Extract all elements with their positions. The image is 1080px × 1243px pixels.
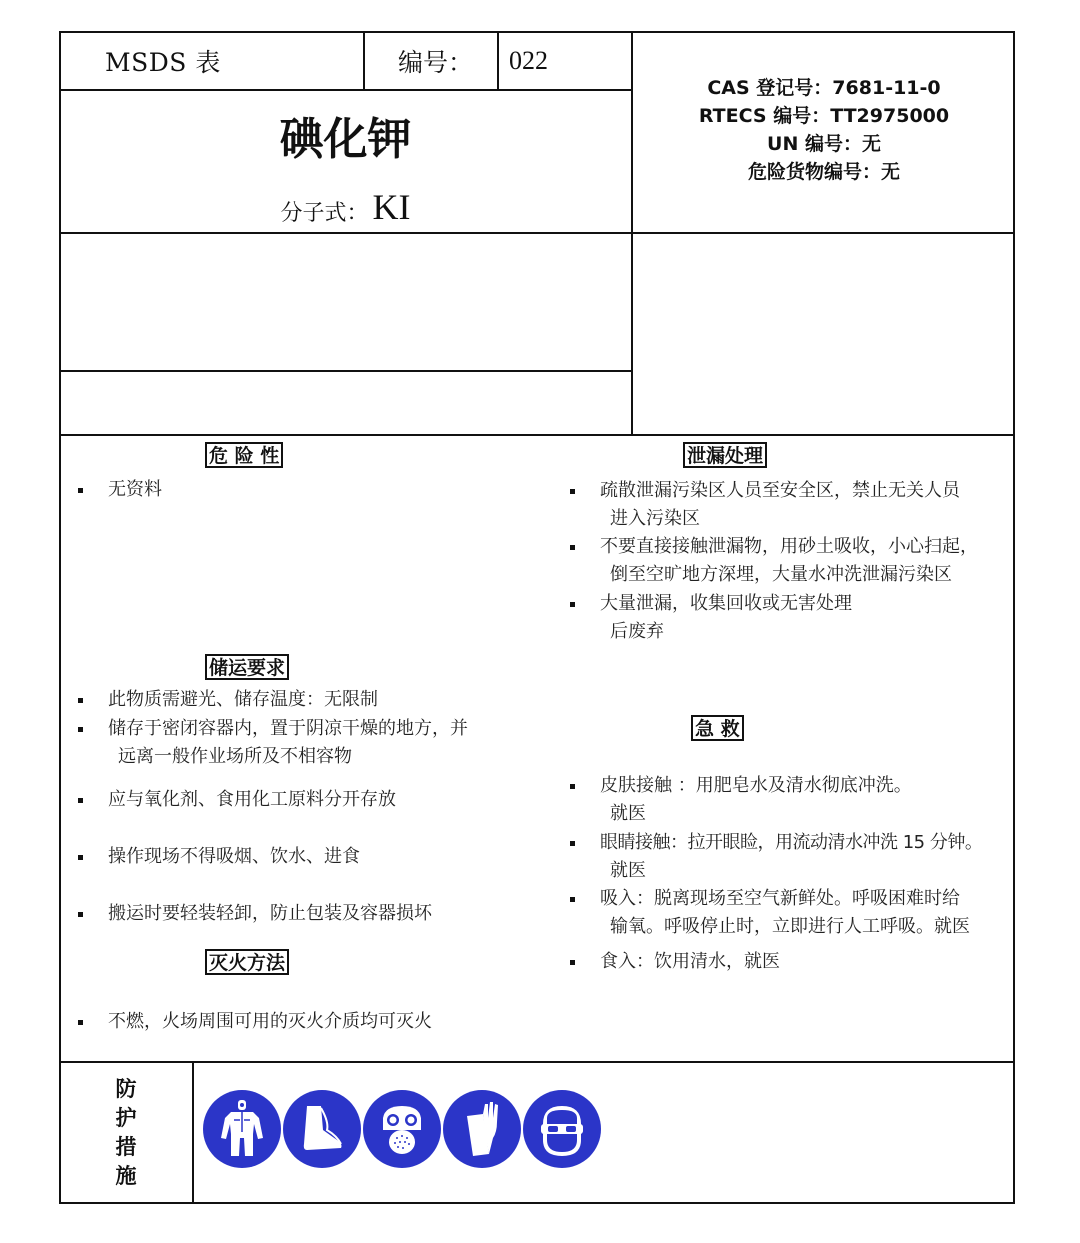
bullet-icon (78, 488, 83, 493)
list-item: 疏散泄漏污染区人员至安全区，禁止无关人员 进入污染区 (570, 477, 1010, 533)
list-item: 不燃，火场周围可用的灭火介质均可灭火 (78, 1008, 558, 1036)
gas-mask-icon (363, 1090, 441, 1168)
divider (497, 31, 499, 90)
number-label: 编号： (398, 48, 474, 77)
divider (363, 31, 365, 90)
empty-cell (61, 372, 631, 434)
list-item: 吸入：脱离现场至空气新鲜处。呼吸困难时给 输氧。呼吸停止时，立即进行人工呼吸。就医 (570, 885, 1010, 941)
bullet-icon (78, 912, 83, 917)
form-label: MSDS 表 (105, 48, 221, 77)
protective-gloves-icon (443, 1090, 521, 1168)
divider (59, 434, 1015, 436)
bullet-icon (570, 489, 575, 494)
list-item: 皮肤接触 ：用肥皂水及清水彻底冲洗。 就医 (570, 772, 1010, 828)
protective-suit-icon (203, 1090, 281, 1168)
list-item: 搬运时要轻装轻卸，防止包装及容器损坏 (78, 900, 558, 928)
molecular-formula (59, 183, 632, 231)
divider (59, 89, 633, 91)
section-title-first-aid: 急 救 (691, 715, 744, 741)
safety-goggles-icon (523, 1090, 601, 1168)
empty-cell (633, 234, 1013, 434)
list-item: 应与氧化剂、食用化工原料分开存放 (78, 786, 558, 814)
dangerous-goods-number: 危险货物编号：无 (747, 161, 900, 183)
protection-label: 防 护 措 施 (115, 1076, 137, 1188)
bullet-icon (78, 798, 83, 803)
bullet-icon (570, 960, 575, 965)
protection-icons (203, 1090, 601, 1170)
list-item: 此物质需避光、储存温度：无限制 (78, 686, 558, 714)
empty-cell-hazard-diamond (61, 234, 631, 370)
number-value: 022 (509, 46, 548, 75)
substance-name: 碘化钾 (279, 114, 412, 165)
list-item: 食入：饮用清水，就医 (570, 948, 1010, 976)
formula-value: KI (372, 187, 411, 227)
list-item: 大量泄漏，收集回收或无害处理 后废弃 (570, 590, 1010, 646)
bullet-icon (78, 855, 83, 860)
identifiers-block (634, 74, 1014, 186)
bullet-icon (570, 841, 575, 846)
list-item: 无资料 (78, 476, 558, 504)
list-item: 眼睛接触：拉开眼睑，用流动清水冲洗 15 分钟。 就医 (570, 829, 1010, 885)
section-title-firefighting: 灭火方法 (205, 949, 289, 975)
cas-number: CAS 登记号：7681-11-0 (707, 77, 941, 99)
rtecs-number: RTECS 编号：TT2975000 (698, 105, 950, 127)
bullet-icon (570, 897, 575, 902)
un-number: UN 编号：无 (767, 133, 881, 155)
bullet-icon (78, 1020, 83, 1025)
list-item: 不要直接接触泄漏物，用砂土吸收，小心扫起， 倒至空旷地方深埋，大量水冲洗泄漏污染区 (570, 533, 1010, 589)
list-item: 储存于密闭容器内，置于阴凉干燥的地方，并 远离一般作业场所及不相容物 (78, 715, 558, 771)
list-item: 操作现场不得吸烟、饮水、进食 (78, 843, 558, 871)
safety-boots-icon (283, 1090, 361, 1168)
section-title-storage: 储运要求 (205, 654, 289, 680)
bullet-icon (570, 602, 575, 607)
formula-label: 分子式： (280, 200, 369, 226)
section-title-hazard: 危 险 性 (205, 442, 283, 468)
bullet-icon (570, 545, 575, 550)
divider (59, 1061, 1015, 1063)
bullet-icon (78, 727, 83, 732)
section-title-spill: 泄漏处理 (683, 442, 767, 468)
bullet-icon (570, 784, 575, 789)
bullet-icon (78, 698, 83, 703)
